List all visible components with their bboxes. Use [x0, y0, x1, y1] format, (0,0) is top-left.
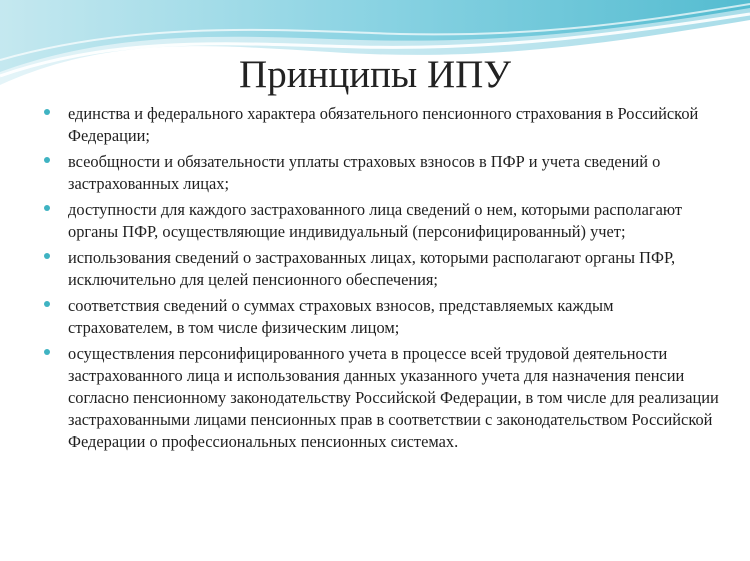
bullet-item — [42, 103, 722, 147]
bullet-text: единства и федерального характера обязательного пенсионного страхования в Российской Федерации; — [68, 104, 699, 145]
bullet-item — [42, 343, 722, 453]
bullet-item — [42, 247, 722, 291]
bullet-item — [42, 199, 722, 243]
bullet-dot-icon — [44, 205, 50, 211]
bullet-text: соответствия сведений о суммах страховых взносов, представляемых каждым страхователем, в том числе физическим лицом; — [68, 296, 614, 337]
bullet-dot-icon — [44, 109, 50, 115]
bullet-text: использования сведений о застрахованных лицах, которыми располагают органы ПФР, исключительно для целей пенсионного обеспечения; — [68, 248, 676, 289]
bullet-text: доступности для каждого застрахованного лица сведений о нем, которыми располагают органы ПФР, осуществляющие индивидуальный (персонифицированный) учет; — [68, 200, 683, 241]
bullet-item — [42, 295, 722, 339]
bullet-text: всеобщности и обязательности уплаты страховых взносов в ПФР и учета сведений о застрахованных лицах; — [68, 152, 661, 193]
bullet-dot-icon — [44, 253, 50, 259]
bullet-dot-icon — [44, 301, 50, 307]
bullet-text: осуществления персонифицированного учета в процессе всей трудовой деятельности застрахованного лица и использования данных указанного учета для назначения пенсии согласно пенсионному законодательству Российской Федерации, в том числе для реализации застрахованными лицами пенсионных прав в соответствии с законодательством Российской Федерации о профессиональных пенсионных системах. — [68, 344, 719, 451]
bullet-item — [42, 151, 722, 195]
bullet-dot-icon — [44, 349, 50, 355]
bullet-list — [42, 103, 722, 457]
slide-title: Принципы ИПУ — [239, 53, 511, 96]
bullet-dot-icon — [44, 157, 50, 163]
